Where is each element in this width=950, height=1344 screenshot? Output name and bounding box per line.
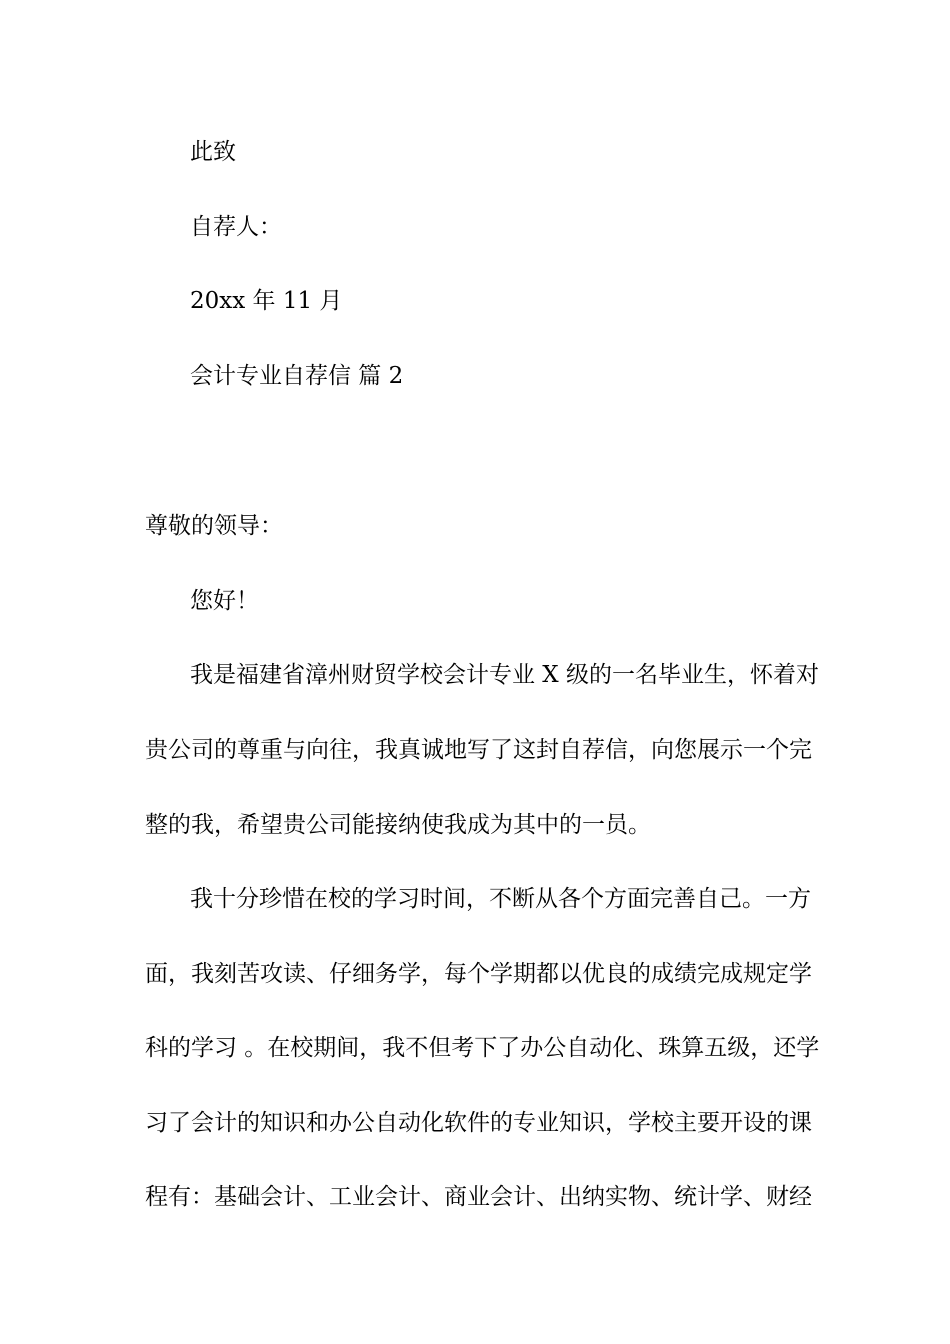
paragraph2-line: 面，我刻苦攻读、仔细务学，每个学期都以优良的成绩完成规定学: [145, 961, 812, 987]
letter-date: 20xx 年 11 月: [190, 288, 343, 314]
signer-label: 自荐人：: [190, 214, 282, 240]
paragraph1-line: 我是福建省漳州财贸学校会计专业 X 级的一名毕业生，怀着对: [190, 662, 819, 688]
paragraph2-line: 科的学习 。在校期间，我不但考下了办公自动化、珠算五级，还学: [145, 1035, 820, 1061]
letter-hello: 您好！: [190, 588, 259, 614]
paragraph1-line: 整的我，希望贵公司能接纳使我成为其中的一员。: [145, 812, 651, 838]
paragraph2-line: 习了会计的知识和办公自动化软件的专业知识，学校主要开设的课: [145, 1110, 812, 1136]
section-title: 会计专业自荐信 篇 2: [190, 363, 404, 389]
paragraph2-line: 程有：基础会计、工业会计、商业会计、出纳实物、统计学、财经: [145, 1184, 812, 1210]
paragraph1-line: 贵公司的尊重与向往，我真诚地写了这封自荐信，向您展示一个完: [145, 737, 812, 763]
letter-greeting: 尊敬的领导：: [145, 513, 283, 539]
paragraph2-line: 我十分珍惜在校的学习时间，不断从各个方面完善自己。一方: [190, 886, 811, 912]
closing-salutation: 此致: [190, 139, 236, 165]
